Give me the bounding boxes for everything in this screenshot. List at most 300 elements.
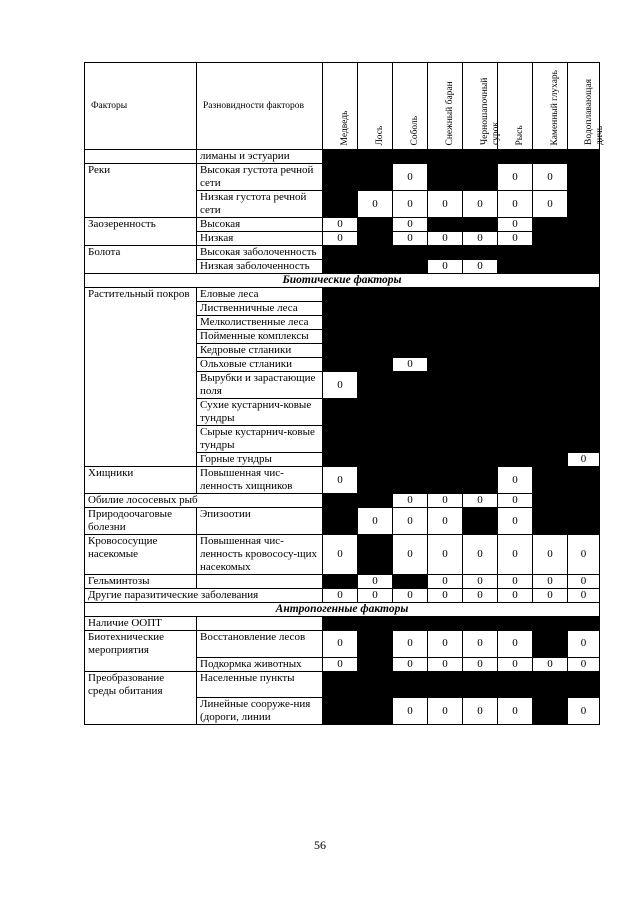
species-cell (358, 246, 393, 260)
species-cell (463, 344, 498, 358)
section-heading: Биотические факторы (85, 274, 600, 288)
page-number: 56 (314, 838, 326, 852)
species-cell (323, 617, 358, 631)
species-cell (463, 372, 498, 399)
table-row (85, 494, 600, 508)
species-cell (428, 164, 463, 191)
species-cell (568, 288, 600, 302)
section-row (85, 603, 600, 617)
species-cell (463, 358, 498, 372)
variety-cell: Ольховые стланики (197, 358, 323, 372)
species-cell (428, 467, 463, 494)
variety-cell (197, 617, 323, 631)
species-cell: 0 (498, 164, 533, 191)
table-row (85, 698, 600, 725)
factor-cell: Растительный покров (85, 288, 197, 302)
species-cell (568, 316, 600, 330)
factor-cell (85, 330, 197, 344)
factor-cell (85, 372, 197, 399)
species-cell (498, 246, 533, 260)
species-cell (358, 232, 393, 246)
species-cell: 0 (498, 508, 533, 535)
factor-cell: Наличие ООПТ (85, 617, 197, 631)
header-species: Водоплавающая дичь (568, 63, 600, 150)
species-cell (428, 302, 463, 316)
header-row (85, 63, 600, 150)
species-cell (498, 288, 533, 302)
header-species: Черношапочный сурок (463, 63, 498, 150)
factor-cell: Болота (85, 246, 197, 260)
species-cell: 0 (358, 191, 393, 218)
species-cell (428, 316, 463, 330)
variety-cell: Сырые кустарнич-ковые тундры (197, 426, 323, 453)
species-cell (533, 358, 568, 372)
species-cell: 0 (568, 698, 600, 725)
variety-cell: Повышенная чис-ленность хищников (197, 467, 323, 494)
species-cell: 0 (428, 494, 463, 508)
species-cell (323, 260, 358, 274)
species-cell (358, 617, 393, 631)
species-cell (463, 288, 498, 302)
species-cell (428, 453, 463, 467)
species-cell (358, 467, 393, 494)
species-cell (358, 218, 393, 232)
species-cell: 0 (323, 535, 358, 575)
species-cell (463, 671, 498, 698)
species-cell (358, 535, 393, 575)
species-cell (533, 232, 568, 246)
species-cell (533, 372, 568, 399)
header-species: Лось (358, 63, 393, 150)
table-row (85, 631, 600, 658)
species-cell (568, 671, 600, 698)
species-cell (358, 302, 393, 316)
variety-cell: Еловые леса (197, 288, 323, 302)
species-cell (358, 494, 393, 508)
species-cell (533, 344, 568, 358)
species-cell (568, 344, 600, 358)
factor-cell (85, 232, 197, 246)
variety-cell: Населенные пункты (197, 671, 323, 698)
species-cell: 0 (393, 358, 428, 372)
variety-cell: Кедровые стланики (197, 344, 323, 358)
section-heading: Антропогенные факторы (85, 603, 600, 617)
species-cell (393, 330, 428, 344)
table-body (85, 150, 600, 725)
table-row (85, 358, 600, 372)
table-row (85, 260, 600, 274)
variety-cell: Восстановление лесов (197, 631, 323, 658)
species-cell: 0 (463, 589, 498, 603)
species-cell: 0 (323, 372, 358, 399)
species-cell: 0 (463, 575, 498, 589)
header-species: Соболь (393, 63, 428, 150)
species-cell (533, 302, 568, 316)
species-cell (498, 358, 533, 372)
species-cell (463, 218, 498, 232)
species-cell (323, 150, 358, 164)
species-cell: 0 (393, 657, 428, 671)
species-cell: 0 (463, 260, 498, 274)
species-cell (533, 426, 568, 453)
species-cell (358, 698, 393, 725)
factor-cell: Природоочаговые болезни (85, 508, 197, 535)
species-cell: 0 (428, 508, 463, 535)
species-cell: 0 (428, 657, 463, 671)
factor-cell: Заозеренность (85, 218, 197, 232)
header-varieties: Разновидности факторов (197, 63, 323, 150)
variety-cell: Линейные сооруже-ния (дороги, линии (197, 698, 323, 725)
species-cell (393, 344, 428, 358)
species-cell (393, 671, 428, 698)
species-cell: 0 (428, 698, 463, 725)
species-cell: 0 (463, 535, 498, 575)
species-cell: 0 (498, 589, 533, 603)
species-cell (463, 316, 498, 330)
header-species: Рысь (498, 63, 533, 150)
factor-cell (85, 344, 197, 358)
species-cell: 0 (428, 191, 463, 218)
species-cell (393, 372, 428, 399)
factor-cell (85, 316, 197, 330)
species-cell (428, 288, 463, 302)
species-cell (498, 344, 533, 358)
species-cell: 0 (393, 494, 428, 508)
species-cell (323, 453, 358, 467)
table-row (85, 617, 600, 631)
table-row (85, 453, 600, 467)
table-row (85, 150, 600, 164)
species-cell (358, 344, 393, 358)
table-row (85, 426, 600, 453)
variety-cell: Эпизоотии (197, 508, 323, 535)
species-cell (393, 617, 428, 631)
species-cell (533, 288, 568, 302)
factor-cell: Преобразование среды обитания (85, 671, 197, 698)
species-cell (568, 246, 600, 260)
factor-cell (85, 260, 197, 274)
variety-cell: Лиственничные леса (197, 302, 323, 316)
species-cell (323, 358, 358, 372)
species-cell (358, 150, 393, 164)
species-cell: 0 (428, 589, 463, 603)
species-cell (323, 575, 358, 589)
species-cell (393, 453, 428, 467)
species-cell (428, 372, 463, 399)
species-cell (568, 467, 600, 494)
species-cell: 0 (498, 467, 533, 494)
species-cell (498, 426, 533, 453)
species-cell (323, 508, 358, 535)
species-cell (568, 164, 600, 191)
species-cell (533, 494, 568, 508)
species-cell: 0 (428, 232, 463, 246)
species-cell (568, 358, 600, 372)
table-row (85, 330, 600, 344)
header-species: Медведь (323, 63, 358, 150)
species-cell (358, 358, 393, 372)
species-cell (393, 399, 428, 426)
species-cell: 0 (393, 631, 428, 658)
species-cell: 0 (568, 631, 600, 658)
factor-cell: Гельминтозы (85, 575, 197, 589)
header-factors: Факторы (85, 63, 197, 150)
table-row (85, 344, 600, 358)
table-row (85, 288, 600, 302)
species-cell (568, 260, 600, 274)
species-cell (463, 164, 498, 191)
table-row (85, 535, 600, 575)
species-cell (323, 330, 358, 344)
variety-cell: Сухие кустарнич-ковые тундры (197, 399, 323, 426)
species-cell (428, 344, 463, 358)
table-row (85, 589, 600, 603)
species-cell (498, 617, 533, 631)
table-row (85, 372, 600, 399)
species-cell (463, 508, 498, 535)
species-cell: 0 (463, 494, 498, 508)
section-row (85, 274, 600, 288)
species-cell (533, 316, 568, 330)
species-cell (533, 508, 568, 535)
species-cell: 0 (533, 657, 568, 671)
document-page (84, 62, 604, 725)
species-cell (463, 426, 498, 453)
species-cell: 0 (533, 575, 568, 589)
species-cell (568, 508, 600, 535)
species-cell (393, 575, 428, 589)
species-cell: 0 (463, 232, 498, 246)
species-cell: 0 (568, 657, 600, 671)
species-cell (533, 671, 568, 698)
species-cell (498, 372, 533, 399)
species-cell (323, 246, 358, 260)
species-cell (358, 399, 393, 426)
species-cell: 0 (358, 508, 393, 535)
species-cell (568, 218, 600, 232)
species-cell (568, 372, 600, 399)
table-row (85, 508, 600, 535)
table-row (85, 399, 600, 426)
species-cell: 0 (323, 631, 358, 658)
species-cell (323, 426, 358, 453)
species-cell (463, 302, 498, 316)
species-cell (428, 246, 463, 260)
species-cell: 0 (393, 508, 428, 535)
species-cell: 0 (498, 494, 533, 508)
species-cell (358, 426, 393, 453)
species-cell (498, 260, 533, 274)
factor-cell (85, 302, 197, 316)
species-cell (428, 426, 463, 453)
species-cell: 0 (498, 232, 533, 246)
species-cell (463, 399, 498, 426)
species-cell: 0 (428, 575, 463, 589)
species-cell (428, 150, 463, 164)
species-cell: 0 (393, 191, 428, 218)
factor-cell: Биотехнические мероприятия (85, 631, 197, 658)
species-cell (498, 671, 533, 698)
species-cell (498, 453, 533, 467)
factor-cell (85, 698, 197, 725)
table-row (85, 657, 600, 671)
species-cell (568, 330, 600, 344)
species-cell: 0 (358, 575, 393, 589)
species-cell (533, 617, 568, 631)
species-cell: 0 (323, 657, 358, 671)
species-cell (533, 218, 568, 232)
table-row (85, 467, 600, 494)
species-cell (323, 399, 358, 426)
species-cell: 0 (533, 535, 568, 575)
species-cell: 0 (498, 218, 533, 232)
species-cell: 0 (463, 657, 498, 671)
species-cell (498, 399, 533, 426)
species-cell: 0 (428, 535, 463, 575)
species-cell (323, 316, 358, 330)
factors-table (84, 62, 604, 725)
factor-cell: Кровососущие насекомые (85, 535, 197, 575)
species-cell (358, 330, 393, 344)
species-cell: 0 (568, 535, 600, 575)
variety-cell: лиманы и эстуарии (197, 150, 323, 164)
species-cell (533, 260, 568, 274)
species-cell (533, 631, 568, 658)
species-cell (358, 316, 393, 330)
species-cell (533, 246, 568, 260)
variety-cell: Низкая густота речной сети (197, 191, 323, 218)
species-cell: 0 (533, 191, 568, 218)
factor-cell (85, 657, 197, 671)
species-cell: 0 (533, 164, 568, 191)
species-cell (498, 150, 533, 164)
factor-cell (85, 358, 197, 372)
species-cell (358, 372, 393, 399)
species-cell (358, 260, 393, 274)
species-cell: 0 (428, 631, 463, 658)
table-row (85, 671, 600, 698)
species-cell (498, 330, 533, 344)
species-cell (533, 150, 568, 164)
factor-cell: Обилие лососевых рыб (85, 494, 323, 508)
variety-cell: Низкая (197, 232, 323, 246)
species-cell (393, 302, 428, 316)
table-row (85, 191, 600, 218)
species-cell: 0 (323, 589, 358, 603)
species-cell (393, 150, 428, 164)
species-cell (323, 288, 358, 302)
species-cell (393, 467, 428, 494)
species-cell (358, 657, 393, 671)
species-cell (498, 316, 533, 330)
species-cell (533, 453, 568, 467)
variety-cell: Подкормка животных (197, 657, 323, 671)
species-cell: 0 (428, 260, 463, 274)
species-cell (393, 288, 428, 302)
species-cell (358, 288, 393, 302)
variety-cell: Мелколиственные леса (197, 316, 323, 330)
species-cell (533, 698, 568, 725)
species-cell (358, 453, 393, 467)
species-cell: 0 (358, 589, 393, 603)
species-cell: 0 (393, 698, 428, 725)
variety-cell: Повышенная чис-ленность кровососу-щих насекомых (197, 535, 323, 575)
species-cell: 0 (463, 631, 498, 658)
species-cell: 0 (323, 467, 358, 494)
species-cell: 0 (323, 218, 358, 232)
species-cell (323, 494, 358, 508)
table-row (85, 302, 600, 316)
species-cell (323, 191, 358, 218)
header-species: Снежный баран (428, 63, 463, 150)
species-cell: 0 (393, 164, 428, 191)
species-cell (393, 260, 428, 274)
variety-cell: Низкая заболоченность (197, 260, 323, 274)
species-cell (358, 631, 393, 658)
species-cell (463, 150, 498, 164)
species-cell (463, 330, 498, 344)
variety-cell: Высокая (197, 218, 323, 232)
variety-cell: Высокая густота речной сети (197, 164, 323, 191)
species-cell (358, 164, 393, 191)
factor-cell: Хищники (85, 467, 197, 494)
species-cell (568, 302, 600, 316)
species-cell: 0 (498, 657, 533, 671)
factor-cell (85, 150, 197, 164)
species-cell (568, 426, 600, 453)
species-cell (463, 467, 498, 494)
variety-cell (197, 575, 323, 589)
species-cell: 0 (393, 232, 428, 246)
species-cell (323, 671, 358, 698)
species-cell: 0 (393, 535, 428, 575)
species-cell: 0 (568, 575, 600, 589)
table-row (85, 164, 600, 191)
species-cell: 0 (498, 698, 533, 725)
species-cell (323, 302, 358, 316)
species-cell: 0 (393, 218, 428, 232)
species-cell (323, 164, 358, 191)
species-cell (568, 150, 600, 164)
species-cell (428, 358, 463, 372)
species-cell (463, 617, 498, 631)
species-cell (428, 617, 463, 631)
species-cell: 0 (533, 589, 568, 603)
species-cell (393, 426, 428, 453)
species-cell: 0 (498, 535, 533, 575)
species-cell (358, 671, 393, 698)
variety-cell: Вырубки и зарастающие поля (197, 372, 323, 399)
factor-cell (85, 426, 197, 453)
table-row (85, 232, 600, 246)
variety-cell: Горные тундры (197, 453, 323, 467)
header-species: Каменный глухарь (533, 63, 568, 150)
factor-cell (85, 453, 197, 467)
species-cell (393, 246, 428, 260)
species-cell (533, 399, 568, 426)
species-cell (498, 302, 533, 316)
species-cell: 0 (568, 453, 600, 467)
species-cell (428, 218, 463, 232)
species-cell (428, 671, 463, 698)
variety-cell: Высокая заболоченность (197, 246, 323, 260)
factor-cell: Реки (85, 164, 197, 191)
species-cell: 0 (463, 191, 498, 218)
species-cell (568, 232, 600, 246)
species-cell (568, 399, 600, 426)
factor-cell (85, 399, 197, 426)
species-cell: 0 (323, 232, 358, 246)
